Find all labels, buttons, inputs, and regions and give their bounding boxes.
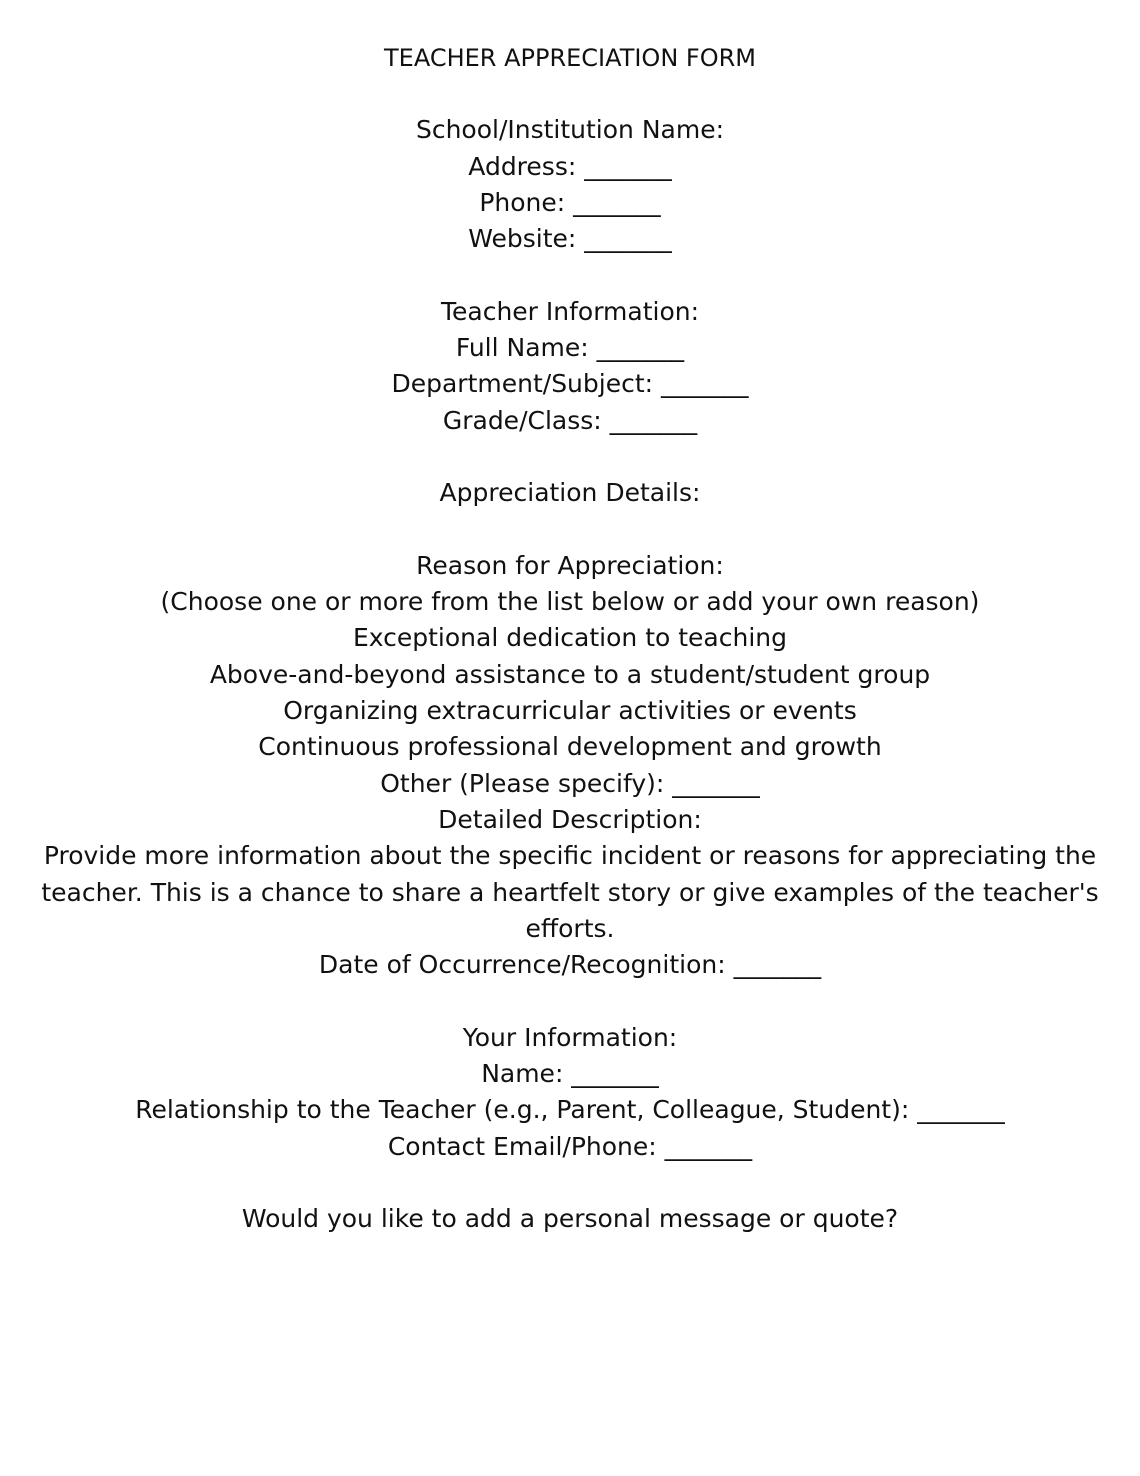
reason-option: Above-and-beyond assistance to a student/student group [209,659,931,689]
reason-instruction: (Choose one or more from the list below or add your own reason) [160,587,980,617]
spacer [0,76,1140,112]
description-heading: Detailed Description: [438,804,702,834]
reason-option: Continuous professional development and growth [258,732,882,762]
spacer [0,439,1140,475]
reason-heading: Reason for Appreciation: [416,550,724,580]
school-address-field: Address: _______ [468,151,672,181]
spacer [0,983,1140,1019]
description-text: Provide more information about the specific incident or reasons for appreciating the teacher. This is a chance to share a heartfelt story or give examples of the teacher's efforts. [41,841,1099,943]
reason-option: Organizing extracurricular activities or events [283,696,857,726]
teacher-grade-field: Grade/Class: _______ [442,405,698,435]
school-heading: School/Institution Name: [415,115,725,145]
teacher-full-name-field: Full Name: _______ [455,333,685,363]
submitter-relationship-field: Relationship to the Teacher (e.g., Parent, Colleague, Student): _______ [135,1095,1005,1125]
school-phone-field: Phone: _______ [479,187,661,217]
spacer [0,512,1140,548]
school-website-field: Website: _______ [468,224,672,254]
reason-option-other: Other (Please specify): _______ [380,768,760,798]
form-title: TEACHER APPRECIATION FORM [384,44,756,72]
teacher-heading: Teacher Information: [440,296,700,326]
appreciation-heading: Appreciation Details: [439,478,701,508]
submitter-contact-field: Contact Email/Phone: _______ [387,1131,753,1161]
teacher-department-field: Department/Subject: _______ [391,369,749,399]
spacer [0,257,1140,293]
date-field: Date of Occurrence/Recognition: _______ [318,950,822,980]
submitter-heading: Your Information: [462,1022,678,1052]
reason-option: Exceptional dedication to teaching [352,623,787,653]
spacer [0,1165,1140,1201]
submitter-name-field: Name: _______ [481,1059,659,1089]
closing-question: Would you like to add a personal message or quote? [241,1204,899,1234]
